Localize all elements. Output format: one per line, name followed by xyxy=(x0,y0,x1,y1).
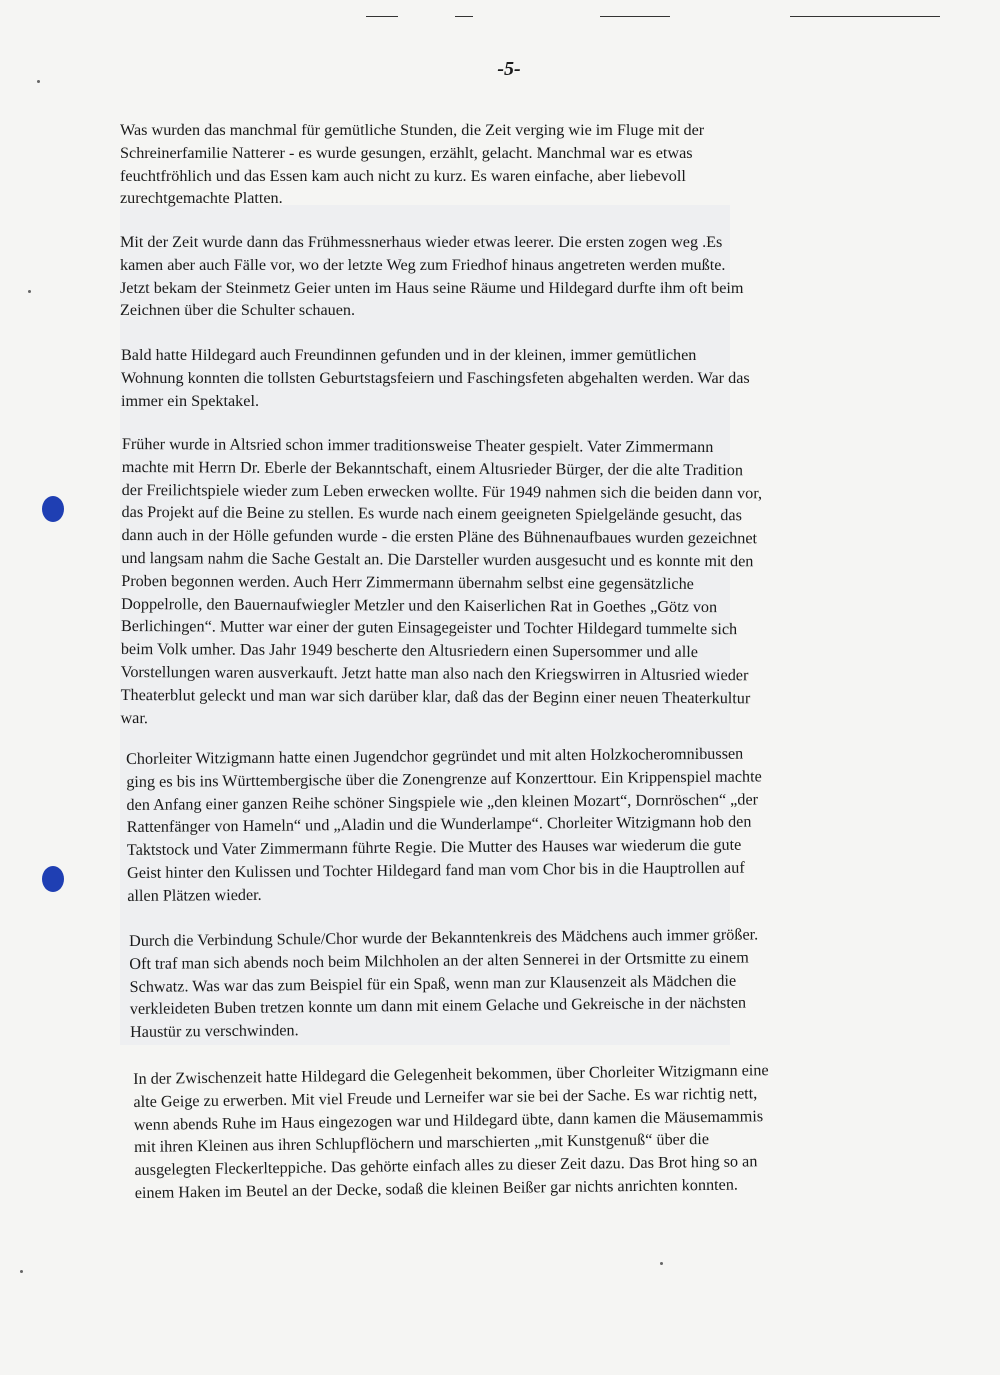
text-line: Was wurden das manchmal für gemütliche Stunden, die Zeit verging wie im Fluge mit der xyxy=(120,121,705,139)
paragraph xyxy=(129,922,900,1044)
text-line: machte mit Herrn Dr. Eberle der Bekanntschaft, einem Altusrieder Bürger, der die alte Tradition xyxy=(121,457,744,480)
page-number: -5- xyxy=(497,58,521,80)
text-line: Proben begonnen werden. Auch Herr Zimmermann übernahm selbst eine gegensätzliche xyxy=(121,571,694,593)
text-line: wenn abends Ruhe im Haus eingezogen war und Hildegard übte, dann kamen die Mäusemammis xyxy=(133,1106,764,1134)
text-line: immer ein Spektakel. xyxy=(121,391,260,410)
text-line: Berlichingen“. Mutter war einer der guten Einsagegeister und Tochter Hildegard tummelte sich xyxy=(120,617,738,639)
text-line: einem Haken im Beutel an der Decke, sodaß die kleinen Beißer gar nichts anrichten konnten. xyxy=(134,1175,739,1202)
text-line: Mit der Zeit wurde dann das Frühmessnerhaus wieder etwas leerer. Die ersten zogen weg .Es xyxy=(120,233,723,251)
paragraph xyxy=(120,433,892,733)
text-line: In der Zwischenzeit hatte Hildegard die Gelegenheit bekommen, über Chorleiter Witzigmann eine xyxy=(133,1061,769,1088)
text-line: dann auch in der Hölle gefunden wurde - die ersten Pläne des Bühnenaufbaues wurden gezeichnet xyxy=(121,526,758,548)
text-line: Theaterblut geleckt und man war sich darüber klar, daß das der Beginn einer neuen Theaterkultur xyxy=(120,685,751,708)
text-line: ausgelegten Fleckerlteppiche. Das gehörte einfach alles zu dieser Zeit dazu. Das Brot hing so an xyxy=(134,1152,758,1180)
text-line: Zeichnen über die Schulter schauen. xyxy=(120,301,356,320)
scan-speck xyxy=(28,290,31,293)
text-line: Schreinerfamilie Natterer - es wurde gesungen, erzählt, gelacht. Manchmal war es etwas xyxy=(120,143,693,162)
punch-hole xyxy=(42,866,64,892)
text-line: Chorleiter Witzigmann hatte einen Jugendchor gegründet und mit alten Holzkocheromnibussen xyxy=(126,744,744,768)
text-line: Bald hatte Hildegard auch Freundinnen gefunden und in der kleinen, immer gemütlichen xyxy=(121,346,697,364)
text-line: das Projekt auf die Beine zu stellen. Es wurde nach einem geeigneten Spielgelände gesucht, das xyxy=(121,503,742,525)
text-line: der Freilichtspiele wieder zum Leben erwecken wollte. Für 1949 nahmen sich die beiden dann vor, xyxy=(121,480,763,502)
text-line: verkleideten Buben tretzen konnte um dann mit einem Gelache und Gekreische in der nächsten xyxy=(129,993,747,1019)
text-line: war. xyxy=(120,708,148,727)
text-line: Vorstellungen waren ausverkauft. Jetzt hatte man also nach den Kriegswirren in Altusried wieder xyxy=(120,662,749,685)
scan-speck xyxy=(37,80,40,83)
text-line: Taktstock und Vater Zimmermann führte Regie. Die Mutter des Hauses war wiederum die gute xyxy=(126,835,742,860)
text-line: Wohnung konnten die tollsten Geburtstagsfeiern und Faschingsfeten abgehalten werden. War das xyxy=(121,368,750,387)
paragraph xyxy=(120,119,840,210)
scan-speck xyxy=(660,1262,663,1265)
scan-speck xyxy=(20,1270,23,1273)
text-line: und langsam nahm die Sache Gestalt an. Die Darsteller wurden ausgesucht und es konnte mit den xyxy=(121,548,754,571)
text-line: Schwatz. Was war das zum Beispiel für ein Spaß, wenn man zur Klausenzeit als Mädchen die xyxy=(129,971,737,996)
paragraph xyxy=(126,741,897,907)
text-line: Früher wurde in Altsried schon immer traditionsweise Theater gespielt. Vater Zimmermann xyxy=(121,434,714,457)
text-line: zurechtgemachte Platten. xyxy=(120,189,283,208)
paragraph xyxy=(121,344,841,412)
text-line: Geist hinter den Kulissen und Tochter Hildegard fand man vom Chor bis in die Hauptrollen auf xyxy=(127,858,745,882)
text-line: Jetzt bekam der Steinmetz Geier unten im Haus seine Räume und Hildegard durfte ihm oft beim xyxy=(120,278,744,297)
text-line: mit ihren Kleinen aus ihren Schlupflöchern und marschierten „mit Kunstgenuß“ über die xyxy=(133,1130,710,1157)
paragraph xyxy=(133,1057,905,1205)
top-edge-mark xyxy=(790,16,940,17)
text-line: alte Geige zu erwerben. Mit viel Freude und Lerneifer war sie bei der Sache. Es war richtig nett, xyxy=(133,1084,758,1111)
paragraph xyxy=(120,231,840,322)
top-edge-mark xyxy=(600,16,670,17)
text-line: kamen aber auch Fälle vor, wo der letzte Weg zum Friedhof hinaus angetreten werden mußte. xyxy=(120,255,726,274)
text-line: Rattenfänger von Hameln“ und „Aladin und die Wunderlampe“. Chorleiter Witzigmann hob den xyxy=(126,812,752,837)
punch-hole xyxy=(42,496,64,522)
text-line: den Anfang einer ganzen Reihe schöner Singspiele wie „den kleinen Mozart“, Dornröschen“ „der xyxy=(126,790,759,814)
text-line: feuchtfröhlich und das Essen kam auch nicht zu kurz. Es waren einfache, aber liebevoll xyxy=(120,166,686,185)
text-line: Doppelrolle, den Bauernaufwiegler Metzler und den Kaiserlichen Rat in Goethes „Götz von xyxy=(121,594,718,616)
text-line: ging es bis ins Württembergische über die Zonengrenze auf Konzerttour. Ein Krippenspiel machte xyxy=(126,767,762,791)
text-line: beim Volk umher. Das Jahr 1949 bescherte den Altusriedern einen Supersommer und alle xyxy=(120,640,698,662)
top-edge-mark xyxy=(455,16,473,17)
text-line: allen Plätzen wieder. xyxy=(127,885,262,905)
text-line: Haustür zu verschwinden. xyxy=(129,1021,299,1042)
top-edge-mark xyxy=(366,16,398,17)
text-line: Oft traf man sich abends noch beim Milchholen an der alten Sennerei in der Ortsmitte zu einem xyxy=(129,948,749,973)
text-line: Durch die Verbindung Schule/Chor wurde der Bekanntenkreis des Mädchens auch immer größer. xyxy=(129,925,759,950)
